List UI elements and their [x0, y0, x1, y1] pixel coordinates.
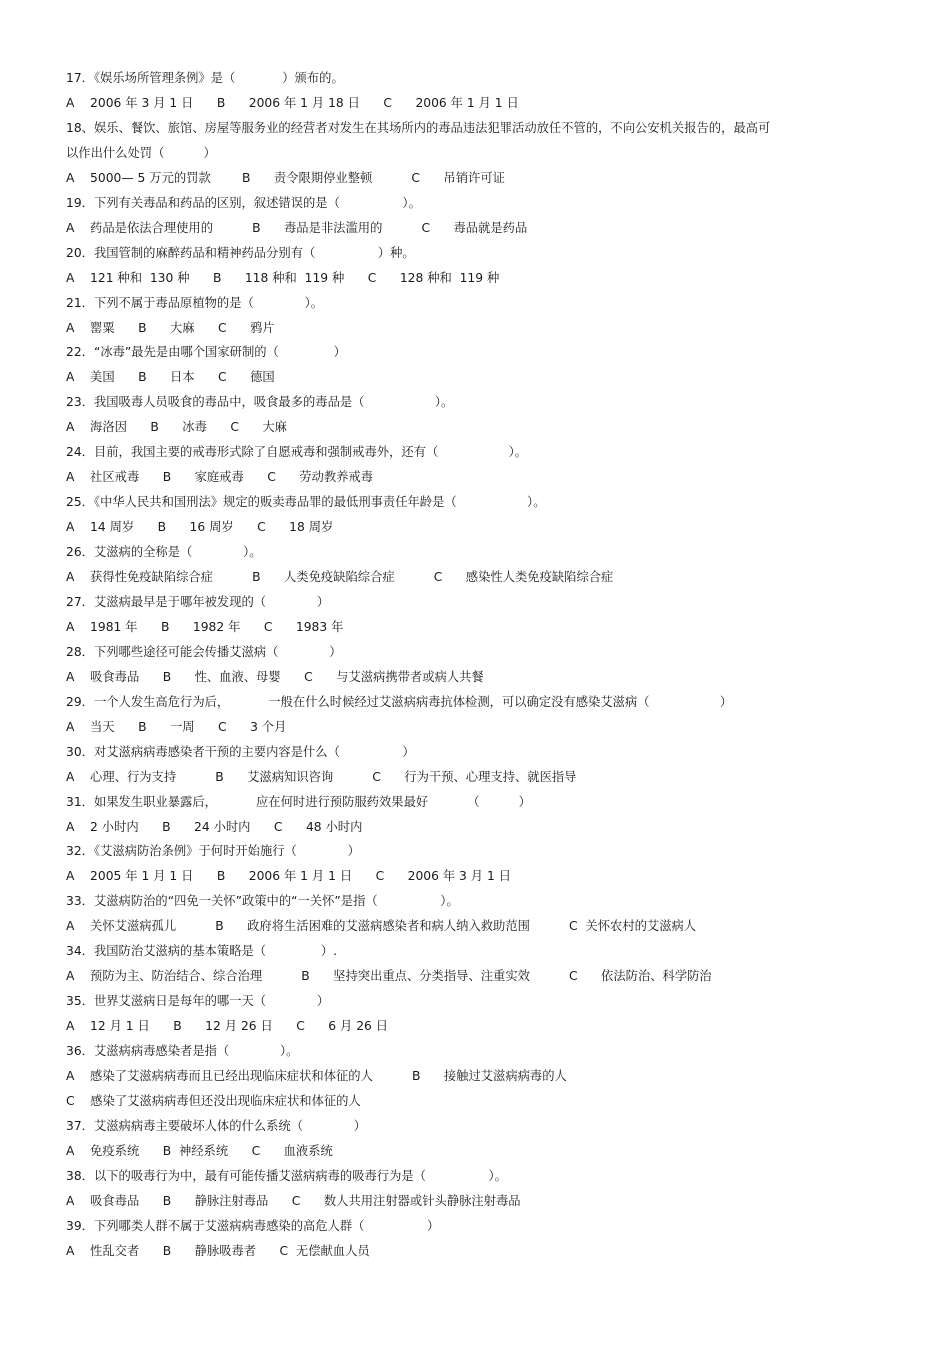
- question-line: 29．一个人发生高危行为后， 一般在什么时候经过艾滋病病毒抗体检测，可以确定没有感染艾滋病（ ）: [66, 694, 733, 709]
- question-line: 36．艾滋病病毒感染者是指（ ）。: [66, 1044, 299, 1059]
- answer-options-line: A 1981 年 B 1982 年 C 1983 年: [66, 619, 344, 634]
- answer-options-line: A 2006 年 3 月 1 日 B 2006 年 1 月 18 日 C 2006 年 1 月 1 日: [66, 95, 519, 110]
- question-line: 34．我国防治艾滋病的基本策略是（ ）.: [66, 944, 338, 959]
- answer-options-line: A 5000— 5 万元的罚款 B 责令限期停业整顿 C 吊销许可证: [66, 170, 505, 185]
- answer-options-line: A 社区戒毒 B 家庭戒毒 C 劳动教养戒毒: [66, 470, 374, 485]
- question-line: 30．对艾滋病病毒感染者干预的主要内容是什么（ ）: [66, 744, 415, 759]
- question-line: 20．我国管制的麻醉药品和精神药品分别有（ ）种。: [66, 245, 415, 260]
- question-line: 25．《中华人民共和国刑法》规定的贩卖毒品罪的最低刑事责任年龄是（ ）。: [66, 495, 546, 510]
- answer-options-line: C 感染了艾滋病病毒但还没出现临床症状和体征的人: [66, 1093, 361, 1108]
- question-line: 以作出什么处罚（ ）: [66, 145, 216, 160]
- question-line: 18、娱乐、餐饮、旅馆、房屋等服务业的经营者对发生在其场所内的毒品违法犯罪活动放任不管的，不向公安机关报告的，最高可: [66, 120, 771, 135]
- answer-options-line: A 12 月 1 日 B 12 月 26 日 C 6 月 26 日: [66, 1019, 389, 1034]
- answer-options-line: A 免疫系统 B 神经系统 C 血液系统: [66, 1143, 333, 1158]
- question-line: 24．目前，我国主要的戒毒形式除了自愿戒毒和强制戒毒外，还有（ ）。: [66, 445, 528, 460]
- answer-options-line: A 吸食毒品 B 性、血液、母婴 C 与艾滋病携带者或病人共餐: [66, 669, 484, 684]
- answer-options-line: A 2 小时内 B 24 小时内 C 48 小时内: [66, 819, 363, 834]
- answer-options-line: A 预防为主、防治结合、综合治理 B 坚持突出重点、分类指导、注重实效 C 依法防治、科学防治: [66, 969, 712, 984]
- question-line: 22．“冰毒”最先是由哪个国家研制的（ ）: [66, 345, 346, 360]
- question-line: 19．下列有关毒品和药品的区别，叙述错误的是（ ）。: [66, 195, 421, 210]
- answer-options-line: A 吸食毒品 B 静脉注射毒品 C 数人共用注射器或针头静脉注射毒品: [66, 1193, 521, 1208]
- answer-options-line: A 性乱交者 B 静脉吸毒者 C 无偿献血人员: [66, 1243, 370, 1258]
- question-line: 21．下列不属于毒品原植物的是（ ）。: [66, 295, 324, 310]
- answer-options-line: A 121 种和 130 种 B 118 种和 119 种 C 128 种和 119 种: [66, 270, 500, 285]
- answer-options-line: A 当天 B 一周 C 3 个月: [66, 719, 287, 734]
- answer-options-line: A 药品是依法合理使用的 B 毒品是非法滥用的 C 毒品就是药品: [66, 220, 528, 235]
- question-line: 31．如果发生职业暴露后， 应在何时进行预防服药效果最好 （ ）: [66, 794, 531, 809]
- question-line: 32．《艾滋病防治条例》于何时开始施行（ ）: [66, 844, 360, 859]
- question-line: 38．以下的吸毒行为中，最有可能传播艾滋病病毒的吸毒行为是（ ）。: [66, 1168, 507, 1183]
- question-line: 33．艾滋病防治的“四免一关怀”政策中的“一关怀”是指（ ）。: [66, 894, 459, 909]
- answer-options-line: A 2005 年 1 月 1 日 B 2006 年 1 月 1 日 C 2006 年 3 月 1 日: [66, 869, 512, 884]
- answer-options-line: A 关怀艾滋病孤儿 B 政府将生活困难的艾滋病感染者和病人纳入救助范围 C 关怀农村的艾滋病人: [66, 919, 697, 934]
- answer-options-line: A 14 周岁 B 16 周岁 C 18 周岁: [66, 520, 334, 535]
- question-line: 37．艾滋病病毒主要破坏人体的什么系统（ ）: [66, 1118, 367, 1133]
- answer-options-line: A 罂粟 B 大麻 C 鸦片: [66, 320, 275, 335]
- question-line: 39．下列哪类人群不属于艾滋病病毒感染的高危人群（ ）: [66, 1218, 440, 1233]
- question-line: 28．下列哪些途径可能会传播艾滋病（ ）: [66, 644, 342, 659]
- answer-options-line: A 美国 B 日本 C 德国: [66, 370, 275, 385]
- answer-options-line: A 海洛因 B 冰毒 C 大麻: [66, 420, 287, 435]
- question-line: 27．艾滋病最早是于哪年被发现的（ ）: [66, 594, 330, 609]
- question-line: 23．我国吸毒人员吸食的毒品中，吸食最多的毒品是（ ）。: [66, 395, 454, 410]
- question-line: 17．《娱乐场所管理条例》是（ ）颁布的。: [66, 71, 344, 85]
- answer-options-line: A 获得性免疫缺陷综合症 B 人类免疫缺陷综合症 C 感染性人类免疫缺陷综合症: [66, 570, 614, 584]
- answer-options-line: A 心理、行为支持 B 艾滋病知识咨询 C 行为干预、心理支持、就医指导: [66, 769, 577, 784]
- question-line: 35．世界艾滋病日是每年的哪一天（ ）: [66, 994, 330, 1009]
- question-line: 26．艾滋病的全称是（ ）。: [66, 545, 262, 560]
- answer-options-line: A 感染了艾滋病病毒而且已经出现临床症状和体征的人 B 接触过艾滋病病毒的人: [66, 1069, 567, 1083]
